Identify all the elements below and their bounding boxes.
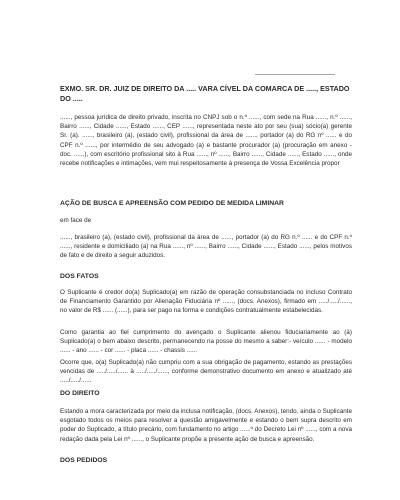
fatos-paragraph-1: O Suplicante é credor do(a) Suplicado(a) em razão de operação consubstanciada no incluso Contrato de Financiamento Garantido por Alienação Fiduciária nº ......, (docs. Anexos), firmado em ...../...../......, no valor de R$ ...... (......), para ser pago na forma e condições contratualmente estabelecidas.	[60, 289, 352, 315]
defendant-paragraph: ......, brasileiro (a), (estado civil), profissional da área de ......, portador (a) do RG n.º ...... e do CPF n.º ......, residente e domiciliado (a) na Rua ......, nº ......, Bairro ......, Cidade ......, Estado ......, pelos motivos de fato e de direito a seguir aduzidos.	[60, 234, 352, 260]
intro-paragraph: ......, pessoa jurídica de direito privado, inscrita no CNPJ sob o n.º ......, com sede na Rua ......, n.º ......, Bairro ......, Cidade ......, Estado ......, CEP ......, representada neste ato por seu (sua) sócio(a) gerente Sr. (a). ......, brasileiro (a), (estado civil), profissional da área de ......, portador (a) do RG nº ...... e do CPF n.º ......, por intermédio de seu advogado (a) e bastante procurador (a) (procuração em anexo - doc. ......), com escritório profissional sito à Rua ......, nº ......, Bairro ......, Cidade ......, Estado ......, onde recebe notificações e intimações, vem mui respeitosamente à presença de Vossa Excelência propor	[60, 114, 352, 168]
header-rule	[255, 74, 335, 75]
fatos-paragraph-3: Ocorre que, o(a) Suplicado(a) não cumpriu com a sua obrigação de pagamento, estando as prestações vencidas de ...../...../...... à ...../...../......, conforme demonstrativo documento em anexo e atualizado até ...../...../......	[60, 359, 352, 385]
dos-fatos-heading: DOS FATOS	[60, 273, 99, 280]
court-address-heading: EXMO. SR. DR. JUIZ DE DIREITO DA ..... VARA CÍVEL DA COMARCA DE ....., ESTADO DO .....	[60, 84, 350, 103]
direito-paragraph-1: Estando a mora caracterizada por meio da inclusa notificação, (docs. Anexos), tendo, ainda o Suplicante esgotado todos os meios para resolver a questão amigavelmente e estando o bem supra descrito em poder do Suplicado, a título precário, com fundamento no artigo ......º do Decreto Lei nº ......, com a nova redação dada pela Lei nº ......, o Suplicante propõe a presente ação de busca e apreensão.	[60, 408, 352, 443]
dos-pedidos-heading: DOS PEDIDOS	[60, 457, 108, 464]
action-title: AÇÃO DE BUSCA E APREENSÃO COM PEDIDO DE MEDIDA LIMINAR	[60, 200, 284, 207]
do-direito-heading: DO DIREITO	[60, 390, 100, 397]
em-face-text: em face de	[60, 217, 92, 224]
fatos-paragraph-2: Como garantia ao fiel cumprimento do avençado o Suplicante alienou fiduciariamente ao (à) Suplicado(a) o bem abaixo descrito, permanecendo na posse do mesmo a saber:- veículo ...... - modelo ...... - ano ...... - cor ...... - placa ...... - chassis ......	[60, 329, 352, 355]
